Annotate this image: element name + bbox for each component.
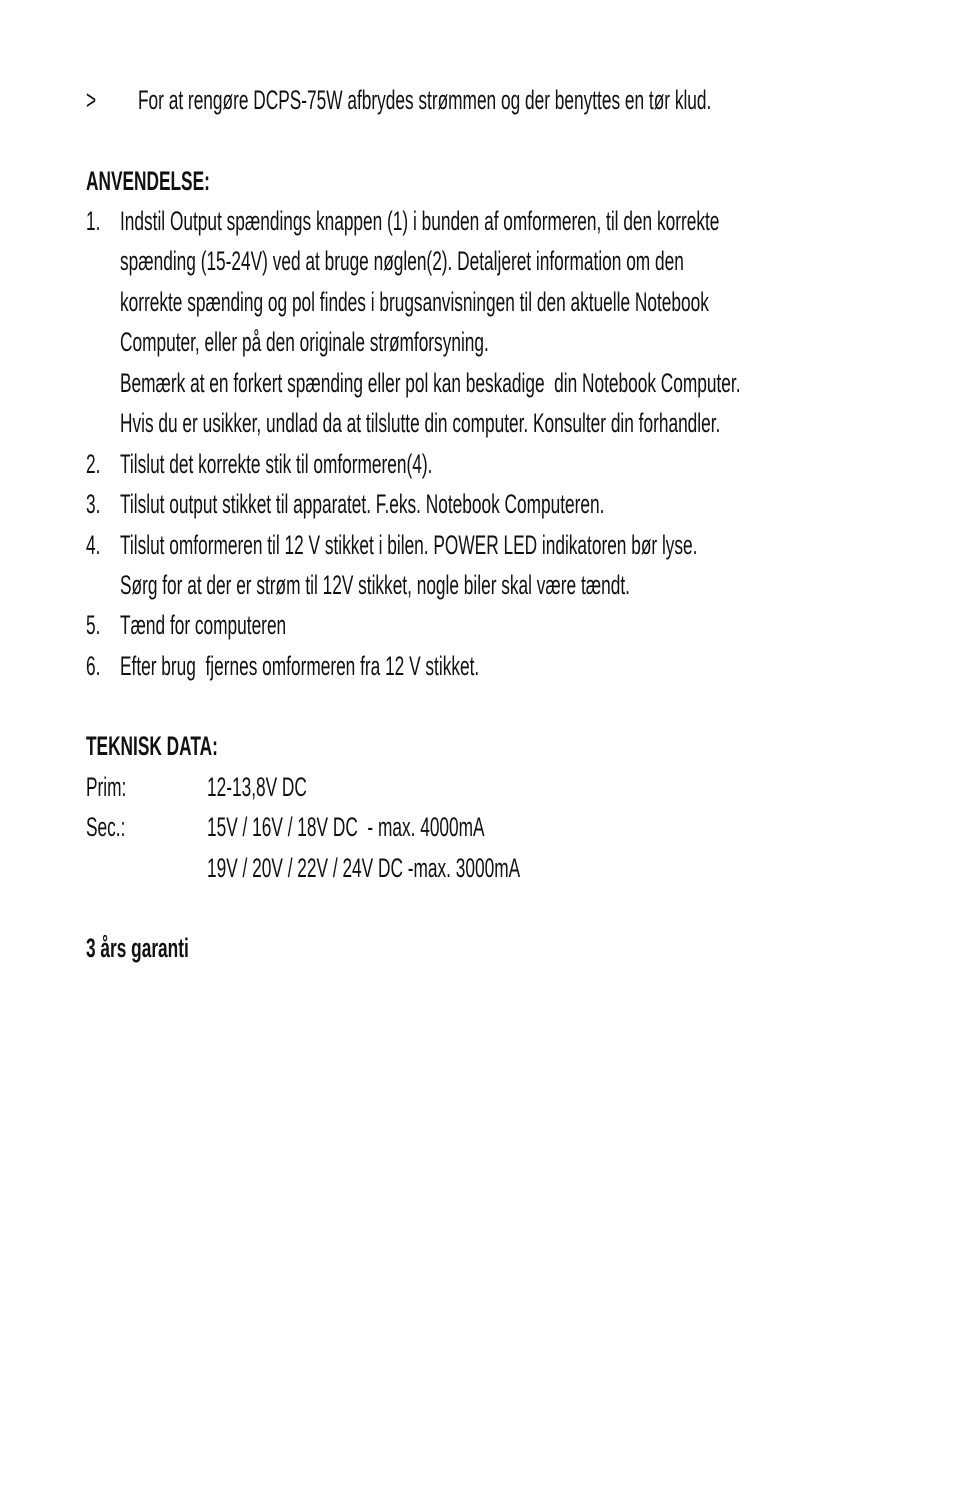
bullet-marker-text: >: [85, 85, 96, 115]
list-item-line: [102, 547, 917, 600]
list-item-line: [102, 628, 681, 681]
item-1-line-3: korrekte spænding og pol findes i brugsanvisningen til den aktuelle Notebook: [119, 287, 709, 317]
spec-label-prim: [68, 749, 149, 802]
item-2-line-1: Tilslut det korrekte stik til omformeren(4).: [119, 449, 433, 479]
item-3-line-1: Tilslut output stikket til apparatet. F.eks. Notebook Computeren.: [119, 489, 605, 519]
spec-value-prim-text: 12-13,8V DC: [206, 772, 307, 802]
list-item-line: [102, 183, 954, 236]
list-item-line: [102, 385, 954, 438]
usage-heading: [68, 143, 279, 196]
spec-value-sec-1: [189, 789, 640, 842]
warranty-text: 3 års garanti: [85, 933, 189, 963]
item-2-number: 2.: [85, 449, 101, 479]
cleaning-note-text: For at rengøre DCPS-75W afbrydes strømmen og der benyttes en tør klud.: [137, 85, 712, 115]
list-item-line: [102, 264, 954, 317]
technical-heading: [68, 708, 292, 761]
spec-value-sec-2-text: 19V / 20V / 22V / 24V DC -max. 3000mA: [206, 853, 520, 883]
item-1-number: 1.: [85, 206, 101, 236]
spec-value-sec-2: [189, 830, 696, 883]
item-4-line-1: Tilslut omformeren til 12 V stikket i bilen. POWER LED indikatoren bør lyse.: [119, 530, 698, 560]
item-3-number: 3.: [85, 489, 101, 519]
cleaning-note: [120, 62, 954, 115]
item-5-number: 5.: [85, 610, 101, 640]
spec-label-sec-text: Sec.:: [85, 812, 126, 842]
item-5-line-1: Tænd for computeren: [119, 610, 286, 640]
item-4-line-2: Sørg for at der er strøm til 12V stikket, nogle biler skal være tændt.: [119, 570, 630, 600]
item-4-number: 4.: [85, 530, 101, 560]
spec-label-prim-text: Prim:: [85, 772, 127, 802]
item-1-line-2: spænding (15-24V) ved at bruge nøglen(2). Detaljeret information om den: [119, 246, 684, 276]
item-1-line-6: Hvis du er usikker, undlad da at tilslutte din computer. Konsulter din forhandler.: [119, 408, 721, 438]
item-1-line-1: Indstil Output spændings knappen (1) i bunden af omformeren, til den korrekte: [119, 206, 720, 236]
item-1-line-4: Computer, eller på den originale strømforsyning.: [119, 327, 489, 357]
spec-value-sec-1-text: 15V / 16V / 18V DC - max. 4000mA: [206, 812, 485, 842]
item-6-line-1: Efter brug fjernes omformeren fra 12 V stikket.: [119, 651, 479, 681]
list-item-line: [102, 345, 954, 398]
item-6-number: 6.: [85, 651, 101, 681]
bullet-marker: [68, 62, 102, 115]
item-1-line-5: Bemærk at en forkert spænding eller pol kan beskadige din Notebook Computer.: [119, 368, 741, 398]
list-item-line: [102, 304, 696, 357]
technical-heading-text: TEKNISK DATA:: [85, 731, 218, 761]
spec-value-prim: [189, 749, 363, 802]
usage-heading-text: ANVENDELSE:: [85, 166, 210, 196]
warranty-note: [68, 910, 246, 963]
list-item-line: [102, 223, 954, 276]
list-item-line: [102, 466, 877, 519]
spec-label-sec: [68, 789, 147, 842]
list-item-line: [102, 587, 379, 640]
list-item-line: [102, 507, 954, 560]
list-item-line: [102, 426, 608, 479]
